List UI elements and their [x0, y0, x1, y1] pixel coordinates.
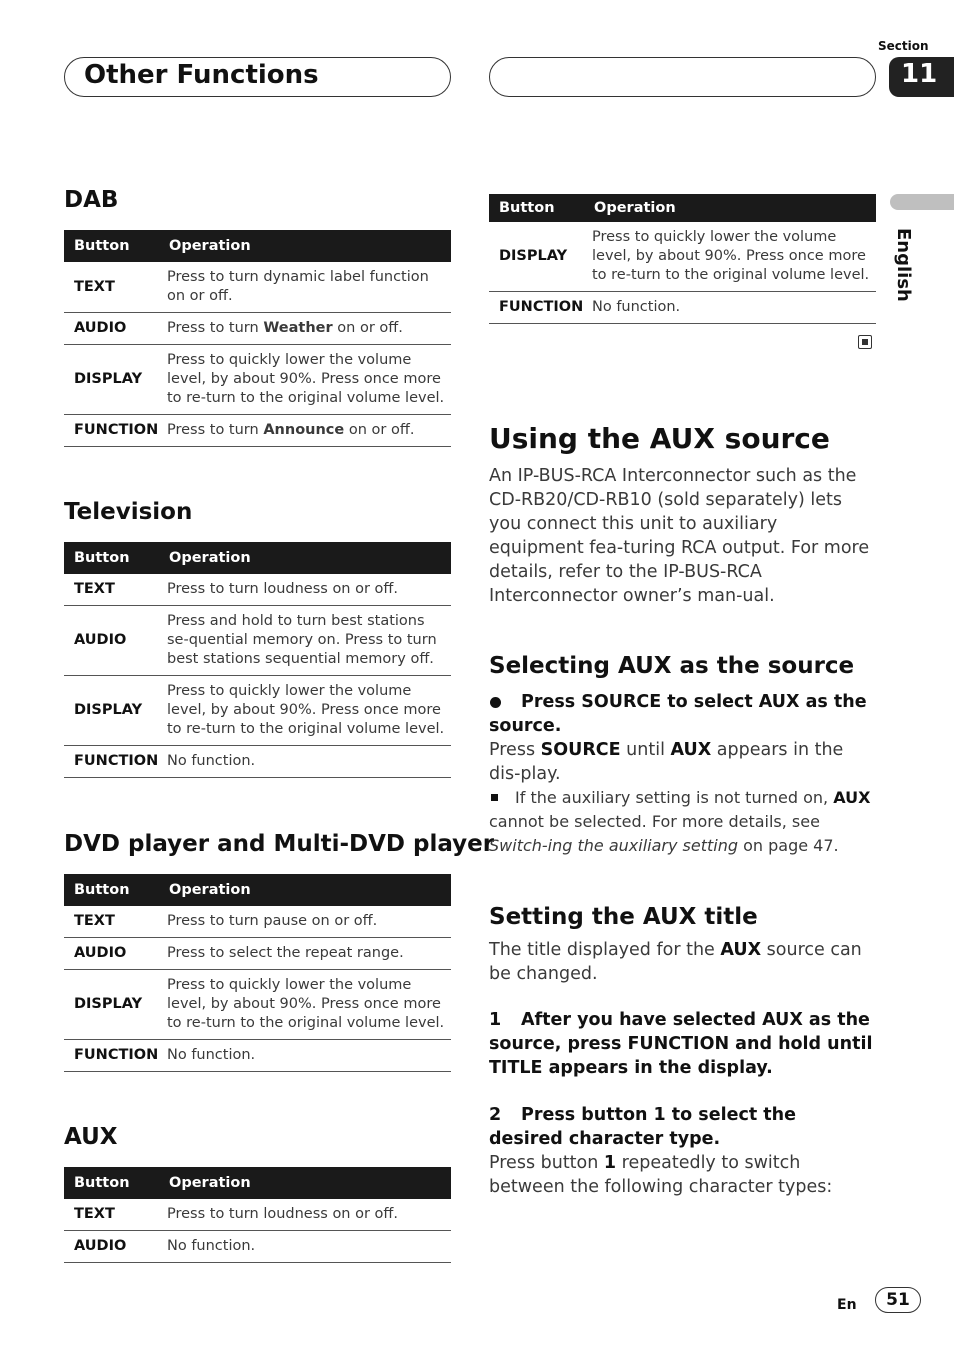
col-operation-header: Operation [159, 542, 451, 574]
table-row [64, 1040, 451, 1072]
television-table [64, 542, 451, 778]
button-cell: AUDIO [64, 1231, 159, 1263]
button-cell: DISPLAY [64, 676, 159, 746]
operation-cell: Press to turn dynamic label function on or off. [159, 262, 451, 313]
button-cell: TEXT [64, 1199, 159, 1231]
note-keyword: AUX [833, 788, 871, 807]
operation-cell: No function. [584, 292, 876, 324]
step-text: After you have selected AUX as the source, press FUNCTION and hold until TITLE appears in the display. [489, 1010, 873, 1078]
note-text: on page 47. [738, 836, 839, 855]
operation-cell: Press to quickly lower the volume level, by about 90%. Press once more to re-turn to the original volume level. [159, 676, 451, 746]
button-cell: FUNCTION [489, 292, 584, 324]
aux-table [64, 1167, 451, 1263]
button-cell: FUNCTION [64, 746, 159, 778]
table-row [64, 746, 451, 778]
setting-step-2 [489, 1103, 874, 1151]
body-text: Press button [489, 1153, 604, 1173]
button-cell: AUDIO [64, 313, 159, 345]
col-button-header: Button [489, 194, 584, 222]
operation-cell: No function. [159, 1231, 451, 1263]
operation-cell: No function. [159, 1040, 451, 1072]
operation-cell: Press to quickly lower the volume level, by about 90%. Press once more to re-turn to the original volume level. [159, 345, 451, 415]
setting-aux-heading: Setting the AUX title [489, 904, 758, 930]
table-row [64, 313, 451, 345]
button-cell: TEXT [64, 906, 159, 938]
setting-body [489, 938, 874, 986]
note-text: If the auxiliary setting is not turned on, [515, 788, 834, 807]
aux-table-continued [489, 194, 876, 324]
table-row [64, 1199, 451, 1231]
table-row [64, 574, 451, 606]
body-text: repeatedly to switch between the following character types: [489, 1153, 833, 1197]
button-cell: TEXT [64, 574, 159, 606]
col-button-header: Button [64, 230, 159, 262]
selecting-note [489, 786, 874, 858]
table-row [489, 292, 876, 324]
table-header-row [64, 874, 451, 906]
language-tab [890, 194, 954, 210]
op-text: Press to turn [167, 320, 264, 336]
body-text: appears in the dis-play. [489, 740, 844, 784]
table-row [64, 906, 451, 938]
button-cell: TEXT [64, 262, 159, 313]
table-header-row [489, 194, 876, 222]
using-aux-heading: Using the AUX source [489, 422, 830, 455]
op-text: on or off. [344, 422, 415, 438]
body-keyword: 1 [603, 1153, 617, 1173]
page-title: Other Functions [84, 60, 319, 90]
operation-cell [159, 415, 451, 447]
table-row [64, 1231, 451, 1263]
op-keyword: Announce [263, 422, 345, 438]
section-end-icon [858, 335, 872, 349]
television-heading: Television [64, 499, 193, 525]
selecting-step: Press SOURCE to select AUX as the source. [489, 692, 867, 736]
setting-step-1 [489, 1008, 874, 1080]
note-text: cannot be selected. For more details, see [489, 812, 820, 831]
button-cell: DISPLAY [64, 345, 159, 415]
button-cell: FUNCTION [64, 415, 159, 447]
col-button-header: Button [64, 542, 159, 574]
col-operation-header: Operation [159, 230, 451, 262]
col-operation-header: Operation [159, 1167, 451, 1199]
body-keyword: AUX [670, 740, 712, 760]
footer-language: En [837, 1297, 857, 1313]
selecting-body [489, 738, 869, 786]
step-number: 1 [489, 1010, 502, 1030]
table-row [64, 676, 451, 746]
operation-cell: Press and hold to turn best stations se-quential memory on. Press to turn best stations sequential memory off. [159, 606, 451, 676]
body-text: until [620, 740, 671, 760]
table-row [64, 345, 451, 415]
button-cell: FUNCTION [64, 1040, 159, 1072]
body-keyword: AUX [720, 940, 762, 960]
step-number: 2 [489, 1105, 502, 1125]
operation-cell: Press to turn pause on or off. [159, 906, 451, 938]
table-row [64, 938, 451, 970]
body-text: Press [489, 740, 541, 760]
table-row [489, 222, 876, 292]
operation-cell: Press to quickly lower the volume level, by about 90%. Press once more to re-turn to the original volume level. [584, 222, 876, 292]
language-label: English [893, 228, 914, 302]
operation-cell: Press to select the repeat range. [159, 938, 451, 970]
col-button-header: Button [64, 874, 159, 906]
dab-table [64, 230, 451, 447]
aux-heading: AUX [64, 1124, 118, 1150]
step-text: Press button 1 to select the desired character type. [489, 1105, 796, 1149]
dab-heading: DAB [64, 187, 119, 213]
body-text: source can be changed. [489, 940, 862, 984]
col-button-header: Button [64, 1167, 159, 1199]
op-keyword: Weather [263, 320, 333, 336]
button-cell: DISPLAY [489, 222, 584, 292]
selecting-aux-heading: Selecting AUX as the source [489, 653, 855, 679]
operation-cell: Press to turn loudness on or off. [159, 1199, 451, 1231]
body-text: The title displayed for the [489, 940, 721, 960]
col-operation-header: Operation [159, 874, 451, 906]
col-operation-header: Operation [584, 194, 876, 222]
op-text: Press to turn [167, 422, 264, 438]
button-cell: AUDIO [64, 606, 159, 676]
note-reference: Switch-ing the auxiliary setting [489, 836, 738, 855]
table-header-row [64, 542, 451, 574]
button-cell: AUDIO [64, 938, 159, 970]
operation-cell [159, 313, 451, 345]
table-row [64, 415, 451, 447]
dvd-heading: DVD player and Multi-DVD player [64, 831, 495, 857]
table-row [64, 262, 451, 313]
table-row [64, 606, 451, 676]
section-label: Section [878, 39, 929, 53]
dvd-table [64, 874, 451, 1072]
operation-cell: Press to turn loudness on or off. [159, 574, 451, 606]
page-number: 51 [875, 1287, 921, 1313]
body-keyword: SOURCE [540, 740, 621, 760]
table-row [64, 970, 451, 1040]
using-aux-intro: An IP-BUS-RCA Interconnector such as the CD-RB20/CD-RB10 (sold separately) lets you connect this unit to auxiliary equipment fea-turing RCA output. For more details, refer to the IP-BUS-RCA Interconnector owner’s man-ual. [489, 466, 870, 606]
operation-cell: No function. [159, 746, 451, 778]
operation-cell: Press to quickly lower the volume level, by about 90%. Press once more to re-turn to the original volume level. [159, 970, 451, 1040]
table-header-row [64, 230, 451, 262]
setting-body-2 [489, 1151, 874, 1199]
header-right-frame [489, 57, 876, 97]
section-number-badge: 11 [889, 57, 954, 97]
table-header-row [64, 1167, 451, 1199]
button-cell: DISPLAY [64, 970, 159, 1040]
op-text: on or off. [332, 320, 403, 336]
